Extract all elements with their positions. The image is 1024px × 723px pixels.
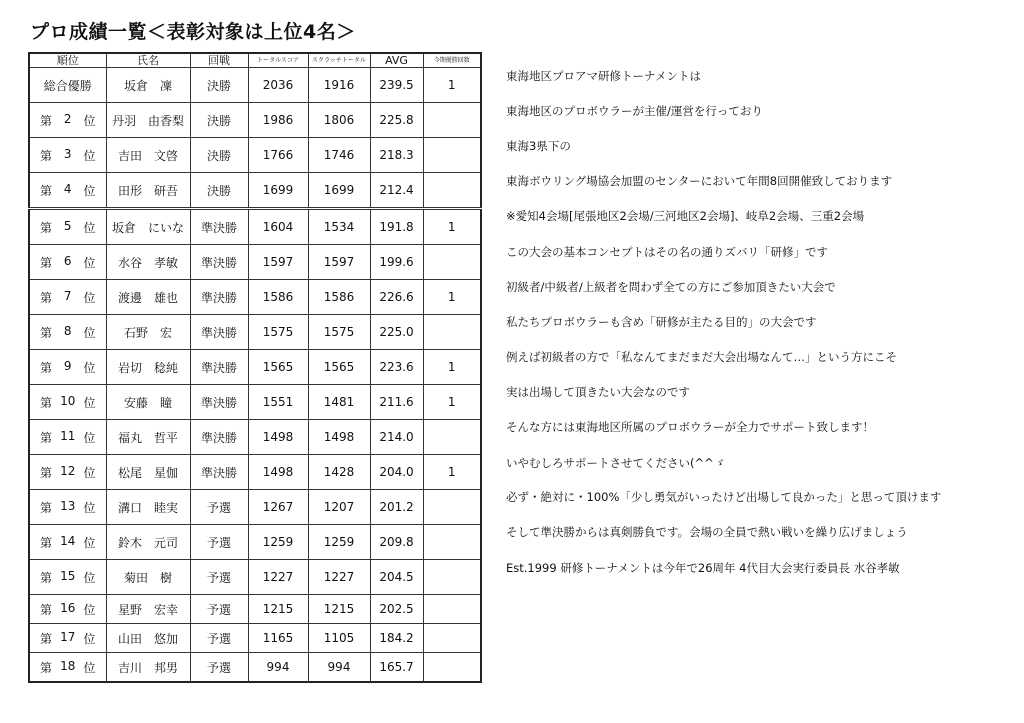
avg-cell: 214.0 <box>370 420 423 455</box>
rank-label: 総合優勝 <box>43 78 92 93</box>
results-table <box>28 52 482 683</box>
wins-cell: 1 <box>423 209 481 245</box>
scratch-total-cell: 1565 <box>308 350 370 385</box>
round-cell: 決勝 <box>190 103 248 138</box>
column-header-avg: AVG <box>370 53 423 68</box>
rank-part: 7 <box>63 288 72 303</box>
round-cell: 準決勝 <box>190 385 248 420</box>
table-row <box>29 624 481 653</box>
total-score-cell: 1597 <box>248 245 308 280</box>
total-score-cell: 1215 <box>248 595 308 624</box>
rank-part: 位 <box>83 395 96 410</box>
rank-cell <box>29 624 106 653</box>
rank-cell <box>29 280 106 315</box>
avg-cell: 202.5 <box>370 595 423 624</box>
rank-part: 14 <box>60 533 76 548</box>
wins-cell <box>423 315 481 350</box>
total-score-cell: 1565 <box>248 350 308 385</box>
scratch-total-cell: 1597 <box>308 245 370 280</box>
name-cell: 岩切 稔純 <box>106 350 190 385</box>
note-line: 初級者/中級者/上級者を問わず全ての方にご参加頂きたい大会で <box>506 280 836 294</box>
total-score-cell: 1227 <box>248 560 308 595</box>
rank-cell <box>29 490 106 525</box>
table-row <box>29 385 481 420</box>
avg-cell: 225.8 <box>370 103 423 138</box>
page-title: プロ成績一覧＜表彰対象は上位4名＞ <box>30 21 356 43</box>
wins-cell <box>423 103 481 138</box>
name-cell: 石野 宏 <box>106 315 190 350</box>
round-cell: 予選 <box>190 624 248 653</box>
note-line: 東海ボウリング場協会加盟のセンターにおいて年間8回開催致しております <box>506 174 893 188</box>
avg-cell: 218.3 <box>370 138 423 173</box>
note-line: 実は出場して頂きたい大会なのです <box>506 385 690 399</box>
note-line: そんな方には東海地区所属のプロボウラーが全力でサポート致します！ <box>506 420 874 434</box>
total-score-cell: 1604 <box>248 209 308 245</box>
round-cell: 予選 <box>190 525 248 560</box>
avg-cell: 226.6 <box>370 280 423 315</box>
note-line: この大会の基本コンセプトはその名の通りズバリ「研修」です <box>506 245 828 259</box>
rank-parts <box>30 464 106 481</box>
table-row <box>29 315 481 350</box>
wins-cell <box>423 653 481 683</box>
rank-cell <box>29 420 106 455</box>
rank-part: 4 <box>63 181 72 196</box>
scratch-total-cell: 1481 <box>308 385 370 420</box>
rank-part: 第 <box>40 430 53 445</box>
rank-parts <box>30 569 106 586</box>
round-cell: 準決勝 <box>190 315 248 350</box>
rank-part: 位 <box>83 570 96 585</box>
round-cell: 決勝 <box>190 138 248 173</box>
table-row <box>29 560 481 595</box>
total-score-cell: 1986 <box>248 103 308 138</box>
rank-part: 18 <box>60 658 76 673</box>
note-line: 例えば初級者の方で「私なんてまだまだ大会出場なんて…」という方にこそ <box>506 350 897 364</box>
table-row <box>29 209 481 245</box>
wins-cell <box>423 138 481 173</box>
rank-parts <box>30 182 106 199</box>
scratch-total-cell: 994 <box>308 653 370 683</box>
total-score-cell: 1165 <box>248 624 308 653</box>
name-cell: 渡邊 雄也 <box>106 280 190 315</box>
column-header-rank: 順位 <box>29 53 106 68</box>
name-cell: 水谷 孝敏 <box>106 245 190 280</box>
total-score-cell: 1259 <box>248 525 308 560</box>
wins-cell: 1 <box>423 280 481 315</box>
scratch-total-cell: 1215 <box>308 595 370 624</box>
wins-cell <box>423 490 481 525</box>
note-line: Est.1999 研修トーナメントは今年で26周年 4代目大会実行委員長 水谷孝敏 <box>506 561 900 575</box>
table-row <box>29 525 481 560</box>
name-cell: 星野 宏幸 <box>106 595 190 624</box>
rank-part: 位 <box>83 535 96 550</box>
avg-cell: 211.6 <box>370 385 423 420</box>
rank-part: 第 <box>40 660 53 675</box>
rank-part: 2 <box>63 111 72 126</box>
table-row <box>29 103 481 138</box>
name-cell: 福丸 哲平 <box>106 420 190 455</box>
rank-parts <box>30 219 106 236</box>
scratch-total-cell: 1534 <box>308 209 370 245</box>
rank-part: 位 <box>83 631 96 646</box>
total-score-cell: 1699 <box>248 173 308 209</box>
rank-part: 17 <box>60 629 76 644</box>
round-cell: 準決勝 <box>190 350 248 385</box>
rank-part: 位 <box>83 148 96 163</box>
name-cell: 松尾 星伽 <box>106 455 190 490</box>
column-header-name: 氏名 <box>106 53 190 68</box>
table-row <box>29 68 481 103</box>
name-cell: 鈴木 元司 <box>106 525 190 560</box>
wins-cell <box>423 525 481 560</box>
rank-parts <box>30 324 106 341</box>
rank-part: 8 <box>63 323 72 338</box>
rank-parts <box>30 601 106 618</box>
scratch-total-cell: 1105 <box>308 624 370 653</box>
rank-parts <box>30 147 106 164</box>
name-cell: 安藤 瞳 <box>106 385 190 420</box>
rank-parts <box>30 112 106 129</box>
rank-part: 位 <box>83 255 96 270</box>
rank-part: 第 <box>40 395 53 410</box>
column-header-wins: 今期優勝回数 <box>423 53 481 68</box>
rank-part: 第 <box>40 148 53 163</box>
round-cell: 予選 <box>190 560 248 595</box>
round-cell: 準決勝 <box>190 280 248 315</box>
note-line: そして準決勝からは真剣勝負です。会場の全員で熱い戦いを繰り広げましょう <box>506 525 908 539</box>
total-score-cell: 1498 <box>248 455 308 490</box>
rank-part: 第 <box>40 535 53 550</box>
rank-part: 位 <box>83 602 96 617</box>
avg-cell: 204.5 <box>370 560 423 595</box>
rank-cell <box>29 455 106 490</box>
rank-parts <box>30 394 106 411</box>
rank-parts <box>30 499 106 516</box>
round-cell: 決勝 <box>190 68 248 103</box>
rank-part: 位 <box>83 325 96 340</box>
rank-part: 第 <box>40 631 53 646</box>
total-score-cell: 1586 <box>248 280 308 315</box>
rank-part: 位 <box>83 183 96 198</box>
note-line: 東海地区プロアマ研修トーナメントは <box>506 69 702 83</box>
rank-parts <box>30 630 106 647</box>
wins-cell <box>423 245 481 280</box>
rank-part: 第 <box>40 325 53 340</box>
rank-parts <box>30 429 106 446</box>
avg-cell: 201.2 <box>370 490 423 525</box>
rank-parts <box>30 534 106 551</box>
rank-part: 6 <box>63 253 72 268</box>
note-line: いやむしろサポートさせてください(^^ゞ <box>506 456 726 470</box>
round-cell: 予選 <box>190 653 248 683</box>
rank-part: 9 <box>63 358 72 373</box>
note-line: 東海地区のプロボウラーが主催/運営を行っており <box>506 104 763 118</box>
rank-parts <box>30 659 106 676</box>
table-row <box>29 420 481 455</box>
rank-cell <box>29 138 106 173</box>
rank-parts <box>30 289 106 306</box>
scratch-total-cell: 1916 <box>308 68 370 103</box>
table-row <box>29 350 481 385</box>
wins-cell <box>423 560 481 595</box>
rank-part: 位 <box>83 660 96 675</box>
rank-part: 位 <box>83 360 96 375</box>
scratch-total-cell: 1746 <box>308 138 370 173</box>
results-body <box>29 68 481 683</box>
scratch-total-cell: 1586 <box>308 280 370 315</box>
note-line: 私たちプロボウラーも含め「研修が主たる目的」の大会です <box>506 315 817 329</box>
rank-cell <box>29 209 106 245</box>
name-cell: 山田 悠加 <box>106 624 190 653</box>
rank-part: 位 <box>83 430 96 445</box>
rank-part: 第 <box>40 500 53 515</box>
avg-cell: 209.8 <box>370 525 423 560</box>
rank-part: 位 <box>83 290 96 305</box>
rank-part: 5 <box>63 218 72 233</box>
round-cell: 準決勝 <box>190 209 248 245</box>
rank-part: 12 <box>60 463 76 478</box>
scratch-total-cell: 1227 <box>308 560 370 595</box>
column-header-round: 回戦 <box>190 53 248 68</box>
table-row <box>29 245 481 280</box>
rank-part: 第 <box>40 360 53 375</box>
scratch-total-cell: 1428 <box>308 455 370 490</box>
rank-part: 第 <box>40 220 53 235</box>
wins-cell: 1 <box>423 455 481 490</box>
avg-cell: 223.6 <box>370 350 423 385</box>
avg-cell: 225.0 <box>370 315 423 350</box>
total-score-cell: 1575 <box>248 315 308 350</box>
wins-cell: 1 <box>423 350 481 385</box>
rank-part: 15 <box>60 568 76 583</box>
name-cell: 吉川 邦男 <box>106 653 190 683</box>
total-score-cell: 1267 <box>248 490 308 525</box>
round-cell: 準決勝 <box>190 245 248 280</box>
avg-cell: 204.0 <box>370 455 423 490</box>
wins-cell <box>423 420 481 455</box>
scratch-total-cell: 1259 <box>308 525 370 560</box>
rank-part: 16 <box>60 600 76 615</box>
rank-cell <box>29 173 106 209</box>
rank-cell <box>29 315 106 350</box>
rank-part: 位 <box>83 113 96 128</box>
scratch-total-cell: 1498 <box>308 420 370 455</box>
rank-part: 第 <box>40 255 53 270</box>
total-score-cell: 994 <box>248 653 308 683</box>
rank-part: 第 <box>40 183 53 198</box>
name-cell: 吉田 文啓 <box>106 138 190 173</box>
avg-cell: 191.8 <box>370 209 423 245</box>
rank-part: 第 <box>40 570 53 585</box>
rank-part: 3 <box>63 146 72 161</box>
rank-part: 10 <box>60 393 76 408</box>
wins-cell: 1 <box>423 68 481 103</box>
name-cell: 菊田 樹 <box>106 560 190 595</box>
round-cell: 予選 <box>190 595 248 624</box>
name-cell: 坂倉 凜 <box>106 68 190 103</box>
rank-part: 11 <box>60 428 76 443</box>
total-score-cell: 2036 <box>248 68 308 103</box>
total-score-cell: 1498 <box>248 420 308 455</box>
rank-cell <box>29 103 106 138</box>
scratch-total-cell: 1699 <box>308 173 370 209</box>
scratch-total-cell: 1806 <box>308 103 370 138</box>
table-row <box>29 455 481 490</box>
rank-cell <box>29 560 106 595</box>
rank-cell <box>29 245 106 280</box>
round-cell: 予選 <box>190 490 248 525</box>
rank-cell <box>29 385 106 420</box>
table-row <box>29 595 481 624</box>
avg-cell: 239.5 <box>370 68 423 103</box>
rank-cell <box>29 68 106 103</box>
rank-part: 位 <box>83 220 96 235</box>
note-line: 必ず・絶対に・100%「少し勇気がいったけど出場して良かった」と思って頂けます <box>506 490 942 504</box>
table-row <box>29 138 481 173</box>
rank-part: 第 <box>40 602 53 617</box>
rank-parts <box>30 254 106 271</box>
wins-cell: 1 <box>423 385 481 420</box>
wins-cell <box>423 173 481 209</box>
name-cell: 坂倉 にいな <box>106 209 190 245</box>
note-line: ※愛知4会場[尾張地区2会場/三河地区2会場]、岐阜2会場、三重2会場 <box>506 209 865 223</box>
rank-cell <box>29 350 106 385</box>
table-row <box>29 653 481 683</box>
rank-part: 位 <box>83 465 96 480</box>
wins-cell <box>423 624 481 653</box>
rank-cell <box>29 595 106 624</box>
rank-part: 第 <box>40 465 53 480</box>
avg-cell: 199.6 <box>370 245 423 280</box>
round-cell: 決勝 <box>190 173 248 209</box>
name-cell: 溝口 睦実 <box>106 490 190 525</box>
name-cell: 丹羽 由香梨 <box>106 103 190 138</box>
round-cell: 準決勝 <box>190 420 248 455</box>
header-row <box>29 53 481 68</box>
table-row <box>29 490 481 525</box>
wins-cell <box>423 595 481 624</box>
avg-cell: 212.4 <box>370 173 423 209</box>
rank-cell <box>29 653 106 683</box>
avg-cell: 184.2 <box>370 624 423 653</box>
table-row <box>29 280 481 315</box>
rank-part: 第 <box>40 290 53 305</box>
total-score-cell: 1766 <box>248 138 308 173</box>
note-line: 東海3県下の <box>506 139 571 153</box>
rank-cell <box>29 525 106 560</box>
rank-parts <box>30 359 106 376</box>
table-row <box>29 173 481 209</box>
avg-cell: 165.7 <box>370 653 423 683</box>
scratch-total-cell: 1207 <box>308 490 370 525</box>
name-cell: 田形 研吾 <box>106 173 190 209</box>
scratch-total-cell: 1575 <box>308 315 370 350</box>
rank-part: 13 <box>60 498 76 513</box>
column-header-total: トータルスコア <box>248 53 308 68</box>
column-header-scratch: スクラッチトータル <box>308 53 370 68</box>
rank-part: 位 <box>83 500 96 515</box>
round-cell: 準決勝 <box>190 455 248 490</box>
rank-part: 第 <box>40 113 53 128</box>
total-score-cell: 1551 <box>248 385 308 420</box>
